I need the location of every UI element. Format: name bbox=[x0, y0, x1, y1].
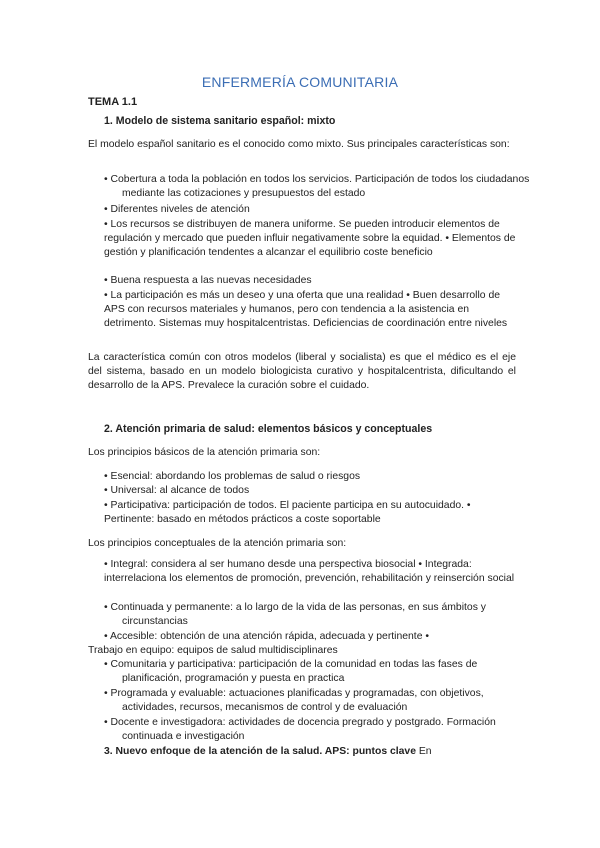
section-1-bullet: • La participación es más un deseo y una oferta que una realidad • Buen desarrollo de APS con recursos materiales y humanos, pero con tendencia a la asistencia en detrimento. Sistemas muy hospitalcentristas. Deficiencias de coordinación entre niveles bbox=[104, 290, 508, 329]
document-title: ENFERMERÍA COMUNITARIA bbox=[201, 74, 399, 90]
basic-principle-item: • Participativa: participación de todos. El paciente participa en su autocuidado. • Pertinente: basado en métodos prácticos a coste soportable bbox=[104, 500, 471, 525]
concept-principle-item: • Docente e investigadora: actividades de docencia pregrado y postgrado. Formación continuada e investigación bbox=[104, 717, 496, 742]
section-1-closing: La característica común con otros modelos (liberal y socialista) es que el médico es el eje del sistema, basado en un modelo biologicista curativo y hospitalcentrista, dificultando el desarrollo de la APS. Prevalece la curación sobre el cuidado. bbox=[88, 352, 516, 391]
section-1-bullet: • Diferentes niveles de atención bbox=[104, 204, 250, 215]
section-3-tail: En bbox=[418, 746, 432, 757]
concept-principle-item: Trabajo en equipo: equipos de salud multidisciplinares bbox=[88, 645, 338, 656]
section-1-bullet bbox=[104, 218, 520, 260]
concept-principle-item: • Programada y evaluable: actuaciones planificadas y programadas, con objetivos, actividades, recursos, mecanismos de control y de evaluación bbox=[104, 688, 484, 713]
concept-principle-item: • Integral: considera al ser humano desde una perspectiva biosocial • Integrada: interrelaciona los elementos de promoción, prevención, rehabilitación y reinserción social bbox=[104, 559, 515, 584]
section-1-heading: 1. Modelo de sistema sanitario español: mixto bbox=[104, 115, 336, 127]
tema-label: TEMA 1.1 bbox=[88, 96, 138, 108]
section-3-heading: 3. Nuevo enfoque de la atención de la salud. APS: puntos clave bbox=[104, 746, 416, 757]
section-1-bullet: • Buena respuesta a las nuevas necesidades bbox=[104, 275, 312, 286]
section-2-basic-intro: Los principios básicos de la atención primaria son: bbox=[88, 447, 321, 458]
concept-principle-item: • Comunitaria y participativa: participación de la comunidad en todas las fases de planificación, programación y puesta en practica bbox=[104, 659, 478, 684]
section-1-intro: El modelo español sanitario es el conocido como mixto. Sus principales características son: bbox=[88, 139, 510, 150]
section-2-concept-intro: Los principios conceptuales de la atención primaria son: bbox=[88, 538, 347, 549]
section-1-bullet: • Cobertura a toda la población en todos los servicios. Participación de todos los ciudadanos mediante las cotizaciones y presupuestos del estado bbox=[104, 174, 530, 199]
concept-principle-item: • Continuada y permanente: a lo largo de la vida de las personas, en sus ámbitos y circunstancias bbox=[104, 602, 486, 627]
concept-principle-item: • Accesible: obtención de una atención rápida, adecuada y pertinente • bbox=[104, 631, 429, 642]
basic-principle-item: • Esencial: abordando los problemas de salud o riesgos bbox=[104, 471, 361, 482]
basic-principle-item: • Universal: al alcance de todos bbox=[104, 485, 250, 496]
section-1-bullet-text: • Los recursos se distribuyen de manera uniforme. Se pueden introducir elementos de regulación y mercado que pueden influir negativamente sobre la equidad. • Elementos de gestión y planificación tendentes a alcanzar el equilibrio coste beneficio bbox=[104, 219, 516, 258]
section-2-heading: 2. Atención primaria de salud: elementos básicos y conceptuales bbox=[104, 423, 433, 435]
section-3-line bbox=[104, 745, 432, 759]
